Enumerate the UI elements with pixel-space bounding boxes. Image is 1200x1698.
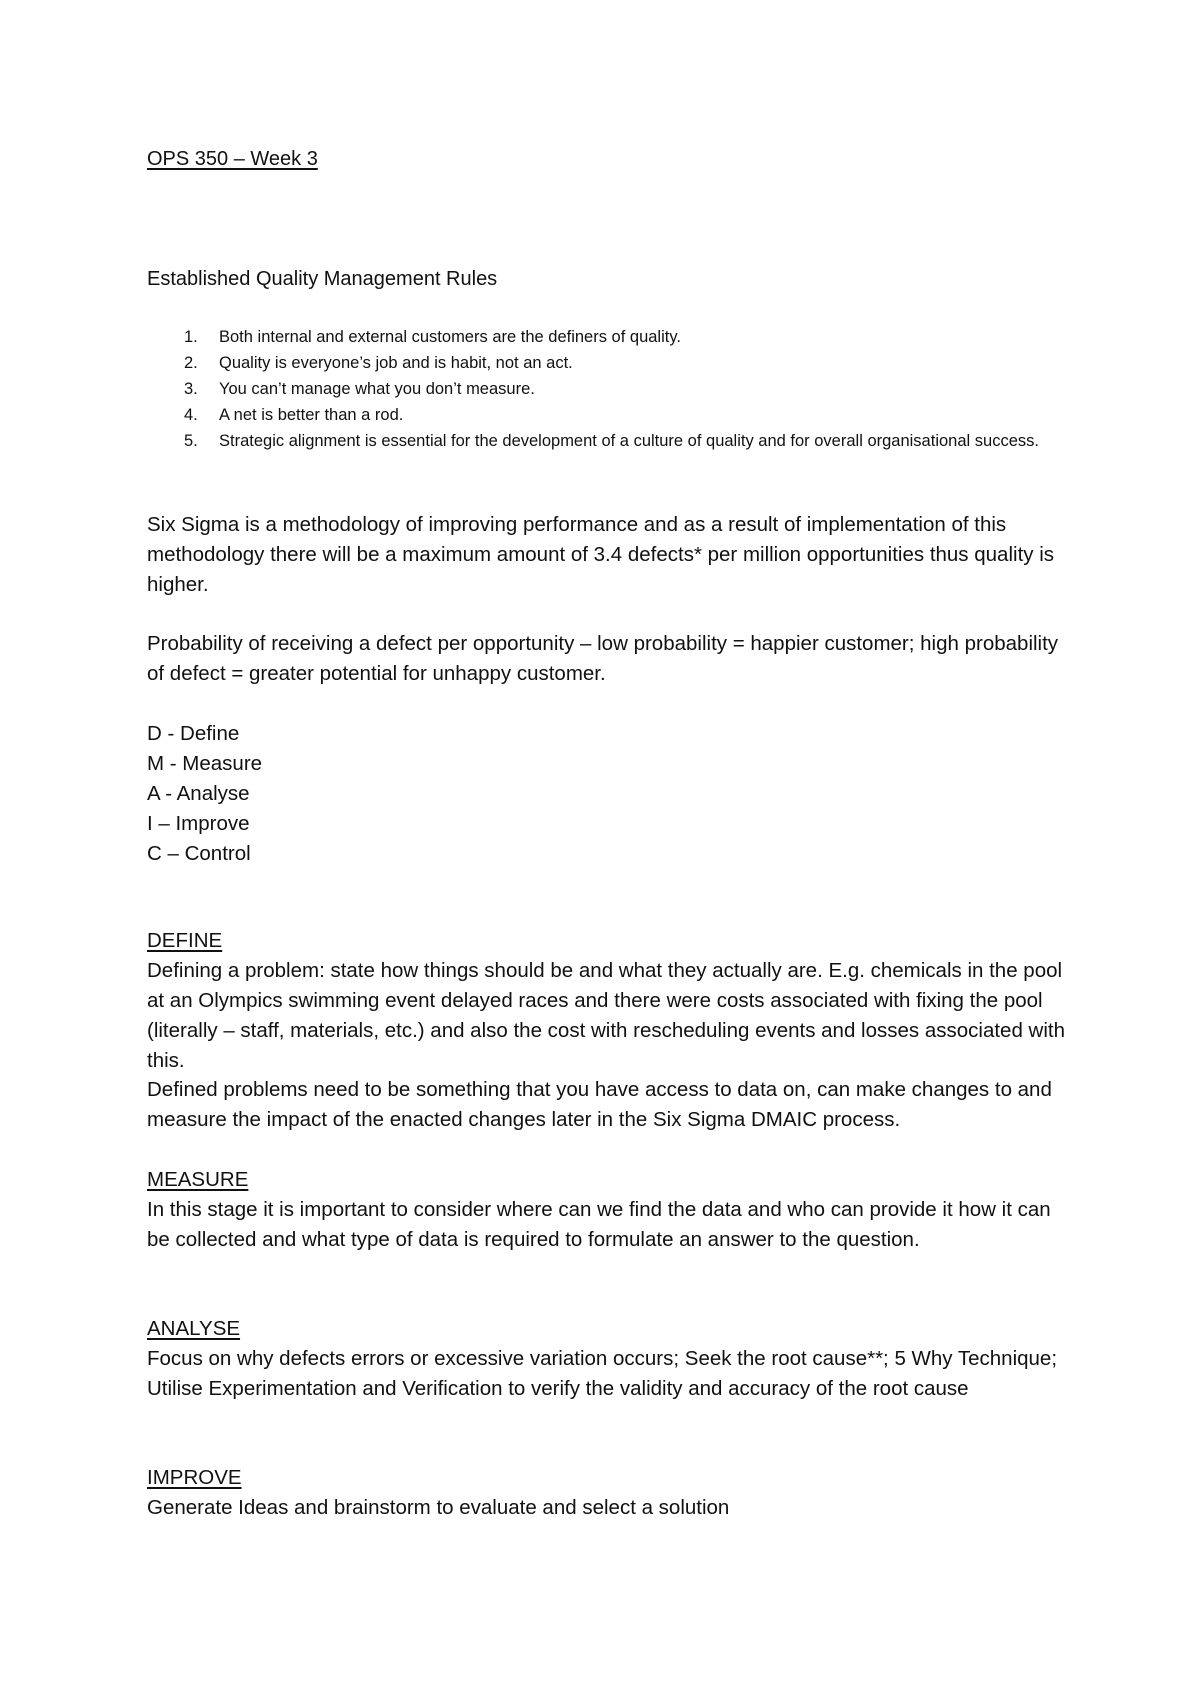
list-item-text: Quality is everyone’s job and is habit, not an act. <box>219 354 573 372</box>
analyse-section <box>147 1314 1067 1404</box>
list-item-number: 1. <box>184 328 198 346</box>
dmaic-item-improve: I – Improve <box>147 812 250 835</box>
define-heading: DEFINE <box>147 929 223 952</box>
measure-heading: MEASURE <box>147 1168 249 1191</box>
list-item-number: 2. <box>184 354 198 372</box>
list-item <box>147 350 1047 376</box>
document-title: OPS 350 – Week 3 <box>147 148 318 170</box>
dmaic-item-define: D - Define <box>147 722 240 745</box>
define-paragraph-1: Defining a problem: state how things should be and what they actually are. E.g. chemicals in the pool at an Olympics swimming event delayed races and there were costs associated with fixing the pool (literally – staff, materials, etc.) and also the cost with rescheduling events and losses associated with this. <box>147 959 1066 1072</box>
dmaic-item-analyse: A - Analyse <box>147 782 250 805</box>
list-item-number: 4. <box>184 406 198 424</box>
improve-section <box>147 1463 1067 1523</box>
rules-heading: Established Quality Management Rules <box>147 268 498 290</box>
list-item-text: A net is better than a rod. <box>219 406 404 424</box>
measure-paragraph: In this stage it is important to consider where can we find the data and who can provide it how it can be collected and what type of data is required to formulate an answer to the question. <box>147 1198 1051 1251</box>
analyse-paragraph: Focus on why defects errors or excessive variation occurs; Seek the root cause**; 5 Why Technique; Utilise Experimentation and Verification to verify the validity and accuracy of the root cause <box>147 1347 1058 1400</box>
dmaic-item-measure: M - Measure <box>147 752 263 775</box>
dmaic-item-control: C – Control <box>147 842 251 865</box>
six-sigma-paragraph: Six Sigma is a methodology of improving performance and as a result of implementation of this methodology there will be a maximum amount of 3.4 defects* per million opportunities thus quality is higher. <box>147 513 1055 596</box>
define-section <box>147 926 1067 1076</box>
improve-paragraph: Generate Ideas and brainstorm to evaluate and select a solution <box>147 1496 730 1519</box>
measure-section <box>147 1165 1067 1255</box>
list-item <box>147 376 1047 402</box>
improve-heading: IMPROVE <box>147 1466 242 1489</box>
list-item <box>147 428 1047 454</box>
define-paragraph-2: Defined problems need to be something that you have access to data on, can make changes to and measure the impact of the enacted changes later in the Six Sigma DMAIC process. <box>147 1078 1052 1131</box>
list-item <box>147 402 1047 428</box>
list-item-number: 3. <box>184 380 198 398</box>
list-item-number: 5. <box>184 432 198 450</box>
analyse-heading: ANALYSE <box>147 1317 241 1340</box>
list-item-text: Strategic alignment is essential for the development of a culture of quality and for overall organisational success. <box>219 432 1039 450</box>
list-item-text: Both internal and external customers are the definers of quality. <box>219 328 681 346</box>
document-page <box>147 146 1067 1519</box>
probability-paragraph: Probability of receiving a defect per opportunity – low probability = happier customer; high probability of defect = greater potential for unhappy customer. <box>147 632 1059 685</box>
dmaic-list <box>147 719 1067 869</box>
list-item-text: You can’t manage what you don’t measure. <box>219 380 535 398</box>
rules-list <box>147 324 1047 454</box>
list-item <box>147 324 1047 350</box>
